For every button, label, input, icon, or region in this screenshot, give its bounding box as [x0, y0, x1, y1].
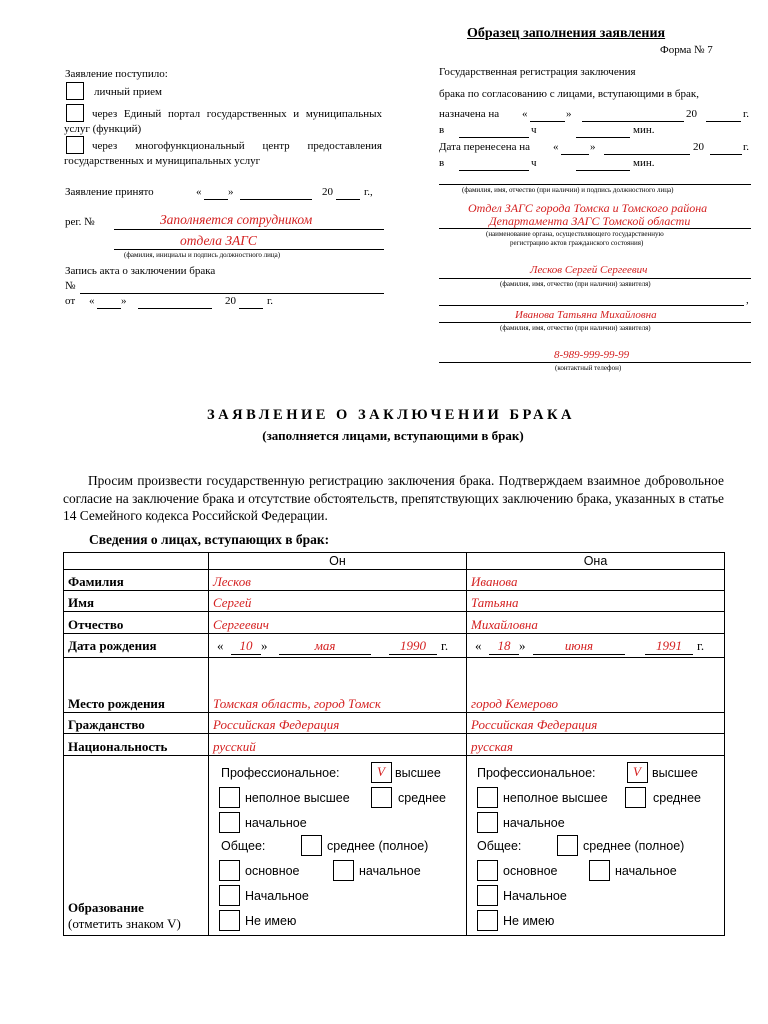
label-education-hint: (отметить знаком V): [68, 916, 181, 931]
col-he: Он: [209, 553, 467, 570]
accepted-quote-open: «: [196, 186, 202, 198]
statement-body: Просим произвести государственную регистрацию заключения брака. Подтверждаем взаимное добровольное согласие на заключение брака и отсутствие обстоятельств, препятствующих заключению брака, указанных в статье 14 Семейного кодекса Российской Федерации.: [63, 473, 724, 523]
he-edu-initial-label: начальное: [245, 816, 307, 830]
she-edu-primary-label: Начальное: [503, 889, 567, 903]
he-edu-none-label: Не имею: [245, 914, 297, 928]
moved-minutes-line[interactable]: [576, 170, 630, 171]
accepted-year-prefix: 20: [322, 186, 333, 198]
he-edu-basic-label: основное: [245, 864, 300, 878]
label-education: Образование: [68, 900, 144, 915]
act-quote-open: «: [89, 295, 95, 307]
reg-number-label: рег. №: [65, 216, 95, 228]
he-edu-none-checkbox[interactable]: [219, 910, 240, 931]
he-date-suffix: г.: [441, 637, 449, 653]
she-edu-initial-checkbox[interactable]: [477, 812, 498, 833]
label-surname: Фамилия: [64, 570, 209, 591]
he-birth-year: 1990: [389, 638, 437, 655]
she-edu-incomplete-checkbox[interactable]: [477, 787, 498, 808]
she-edu-higher-checkbox[interactable]: [627, 762, 648, 783]
mfc-label: через многофункциональный центр предоставления государственных и муниципальных услуг: [64, 140, 382, 167]
accepted-year-line[interactable]: [336, 199, 360, 200]
she-nationality[interactable]: русская: [467, 734, 725, 756]
act-year-suffix: г.: [267, 295, 274, 307]
he-edu-primary-checkbox[interactable]: [219, 885, 240, 906]
she-edu-secondary-full-checkbox[interactable]: [557, 835, 578, 856]
he-date-close: »: [261, 637, 268, 653]
he-edu-secondary-full-checkbox[interactable]: [301, 835, 322, 856]
he-birth-day: 10: [231, 638, 261, 655]
he-birthdate[interactable]: [209, 634, 467, 658]
he-edu-secondary-full-label: среднее (полное): [327, 839, 429, 853]
act-year-prefix: 20: [225, 295, 236, 307]
moved-label: Дата перенесена на: [439, 141, 531, 153]
scheduled-hours-label: ч: [531, 124, 537, 136]
form-title: Образец заполнения заявления: [467, 26, 666, 41]
col-she: Она: [467, 553, 725, 570]
he-edu-basic-checkbox[interactable]: [219, 860, 240, 881]
she-edu-secondary-full-label: среднее (полное): [583, 839, 685, 853]
phone-line[interactable]: [439, 362, 751, 363]
applicant-extra-line[interactable]: [439, 305, 744, 306]
applicant-1-value: Лесков Сергей Сергеевич: [530, 264, 648, 276]
she-edu-none-label: Не имею: [503, 914, 555, 928]
label-birthdate: Дата рождения: [64, 634, 209, 658]
he-edu-initial-general-checkbox[interactable]: [333, 860, 354, 881]
scheduled-year-prefix: 20: [686, 108, 697, 120]
section-heading: Сведения о лицах, вступающих в брак:: [89, 532, 330, 547]
moved-year-line[interactable]: [710, 154, 742, 155]
reg-officer-line[interactable]: [114, 249, 384, 250]
he-edu-general-label: Общее:: [221, 839, 266, 853]
he-edu-initial-checkbox[interactable]: [219, 812, 240, 833]
she-date-open: «: [475, 637, 482, 653]
he-citizenship[interactable]: Российская Федерация: [209, 713, 467, 734]
label-education-cell: [64, 756, 209, 936]
org-line[interactable]: [439, 228, 751, 229]
accepted-quote-close: »: [228, 186, 234, 198]
accepted-month-line[interactable]: [240, 199, 312, 200]
accepted-year-suffix: г.,: [364, 186, 373, 198]
phone-value: 8-989-999-99-99: [554, 349, 630, 361]
moved-year-suffix: г.: [743, 141, 750, 153]
form-number: Форма № 7: [660, 44, 713, 56]
he-edu-secondary-checkbox[interactable]: [371, 787, 392, 808]
moved-quote-open: «: [553, 141, 559, 153]
moved-hours-line[interactable]: [459, 170, 529, 171]
she-edu-initial-general-label: начальное: [615, 864, 677, 878]
reg-officer-caption: (фамилия, инициалы и подпись должностного лица): [124, 251, 281, 259]
accepted-label: Заявление принято: [65, 186, 154, 198]
he-birthplace[interactable]: Томская область, город Томск: [209, 658, 467, 713]
she-birth-year: 1991: [645, 638, 693, 655]
he-education: [209, 756, 467, 936]
official-caption: (фамилия, имя, отчество (при наличии) и подпись должностного лица): [462, 186, 674, 194]
accepted-day-line[interactable]: [204, 199, 228, 200]
scheduled-year-suffix: г.: [743, 108, 750, 120]
she-edu-professional-label: Профессиональное:: [477, 766, 596, 780]
he-patronymic[interactable]: Сергеевич: [209, 612, 467, 634]
he-edu-higher-checkbox[interactable]: [371, 762, 392, 783]
she-edu-higher-label: высшее: [652, 766, 698, 780]
he-edu-higher-check: V: [377, 764, 385, 779]
applicant-1-caption: (фамилия, имя, отчество (при наличии) заявителя): [500, 280, 651, 288]
statement-title: ЗАЯВЛЕНИЕ О ЗАКЛЮЧЕНИИ БРАКА: [207, 407, 575, 423]
he-edu-higher-label: высшее: [395, 766, 441, 780]
applicant-2-caption: (фамилия, имя, отчество (при наличии) заявителя): [500, 324, 651, 332]
she-edu-secondary-label: среднее: [653, 791, 701, 805]
she-date-close: »: [519, 637, 526, 653]
she-education: [467, 756, 725, 936]
registration-line-2: брака по согласованию с лицами, вступающими в брак,: [439, 88, 699, 100]
she-edu-initial-general-checkbox[interactable]: [589, 860, 610, 881]
scheduled-minutes-line[interactable]: [576, 137, 630, 138]
she-name[interactable]: Татьяна: [467, 591, 725, 612]
she-edu-initial-label: начальное: [503, 816, 565, 830]
scheduled-label: назначена на: [439, 108, 500, 120]
he-edu-primary-label: Начальное: [245, 889, 309, 903]
moved-year-prefix: 20: [693, 141, 704, 153]
act-year-line[interactable]: [239, 308, 263, 309]
act-label: Запись акта о заключении брака: [65, 265, 216, 277]
he-edu-incomplete-label: неполное высшее: [245, 791, 350, 805]
moved-hours-label: ч: [531, 157, 537, 169]
moved-day-line[interactable]: [561, 154, 589, 155]
he-edu-initial-general-label: начальное: [359, 864, 421, 878]
moved-month-line[interactable]: [604, 154, 690, 155]
she-edu-general-label: Общее:: [477, 839, 522, 853]
official-signature-line[interactable]: [439, 184, 751, 185]
label-name: Имя: [64, 591, 209, 612]
scheduled-quote-close: »: [566, 108, 572, 120]
label-citizenship: Гражданство: [64, 713, 209, 734]
moved-quote-close: »: [590, 141, 596, 153]
personal-label: личный прием: [94, 86, 162, 98]
applicant-2-value: Иванова Татьяна Михайловна: [515, 309, 657, 321]
scheduled-time-label: в: [439, 124, 445, 136]
she-citizenship[interactable]: Российская Федерация: [467, 713, 725, 734]
she-surname[interactable]: Иванова: [467, 570, 725, 591]
she-birth-day: 18: [489, 638, 519, 655]
he-name[interactable]: Сергей: [209, 591, 467, 612]
she-edu-basic-checkbox[interactable]: [477, 860, 498, 881]
she-patronymic[interactable]: Михайловна: [467, 612, 725, 634]
she-birth-month: июня: [533, 638, 625, 655]
applicant-1-line[interactable]: [439, 278, 751, 279]
applicant-2-line[interactable]: [439, 322, 751, 323]
moved-time-label: в: [439, 157, 445, 169]
he-edu-incomplete-checkbox[interactable]: [219, 787, 240, 808]
persons-table: [63, 552, 725, 936]
he-edu-professional-label: Профессиональное:: [221, 766, 340, 780]
org-caption-2: регистрацию актов гражданского состояния): [510, 239, 644, 247]
label-birthplace: Место рождения: [64, 658, 209, 713]
scheduled-quote-open: «: [522, 108, 528, 120]
portal-label: через Единый портал государственных и муниципальных услуг (функций): [64, 108, 382, 135]
applicant-comma: ,: [746, 294, 749, 306]
table-corner: [64, 553, 209, 570]
scheduled-month-line[interactable]: [582, 121, 684, 122]
org-name-2: Департамента ЗАГС Томской области: [489, 214, 691, 228]
she-date-suffix: г.: [697, 637, 705, 653]
he-surname[interactable]: Лесков: [209, 570, 467, 591]
org-caption-1: (наименование органа, осуществляющего государственную: [486, 230, 664, 238]
she-edu-primary-checkbox[interactable]: [477, 885, 498, 906]
act-day-line[interactable]: [97, 308, 121, 309]
she-birthplace[interactable]: город Кемерово: [467, 658, 725, 713]
she-birthdate[interactable]: [467, 634, 725, 658]
scheduled-minutes-label: мин.: [633, 124, 655, 136]
she-edu-higher-check: V: [633, 764, 641, 779]
act-number-line[interactable]: [80, 293, 384, 294]
scheduled-hours-line[interactable]: [459, 137, 529, 138]
he-edu-secondary-label: среднее: [398, 791, 446, 805]
she-edu-basic-label: основное: [503, 864, 558, 878]
reg-officer-value: отдела ЗАГС: [180, 233, 257, 248]
org-name-1: Отдел ЗАГС города Томска и Томского района: [468, 201, 708, 215]
act-date-label: от: [65, 295, 76, 307]
scheduled-day-line[interactable]: [530, 121, 565, 122]
she-edu-none-checkbox[interactable]: [477, 910, 498, 931]
act-number-label: №: [65, 280, 76, 292]
label-patronymic: Отчество: [64, 612, 209, 634]
received-label: Заявление поступило:: [65, 68, 168, 80]
statement-subtitle: (заполняется лицами, вступающими в брак): [262, 428, 524, 443]
reg-number-line[interactable]: [114, 229, 384, 230]
label-nationality: Национальность: [64, 734, 209, 756]
she-edu-incomplete-label: неполное высшее: [503, 791, 608, 805]
scheduled-year-line[interactable]: [706, 121, 741, 122]
reg-number-value: Заполняется сотрудником: [160, 212, 313, 227]
she-edu-secondary-checkbox[interactable]: [625, 787, 646, 808]
moved-minutes-label: мин.: [633, 157, 655, 169]
he-nationality[interactable]: русский: [209, 734, 467, 756]
he-date-open: «: [217, 637, 224, 653]
he-birth-month: мая: [279, 638, 371, 655]
act-quote-close: »: [121, 295, 127, 307]
phone-caption: (контактный телефон): [555, 364, 622, 372]
personal-checkbox[interactable]: [66, 82, 84, 100]
act-month-line[interactable]: [138, 308, 212, 309]
registration-line-1: Государственная регистрация заключения: [439, 66, 636, 78]
